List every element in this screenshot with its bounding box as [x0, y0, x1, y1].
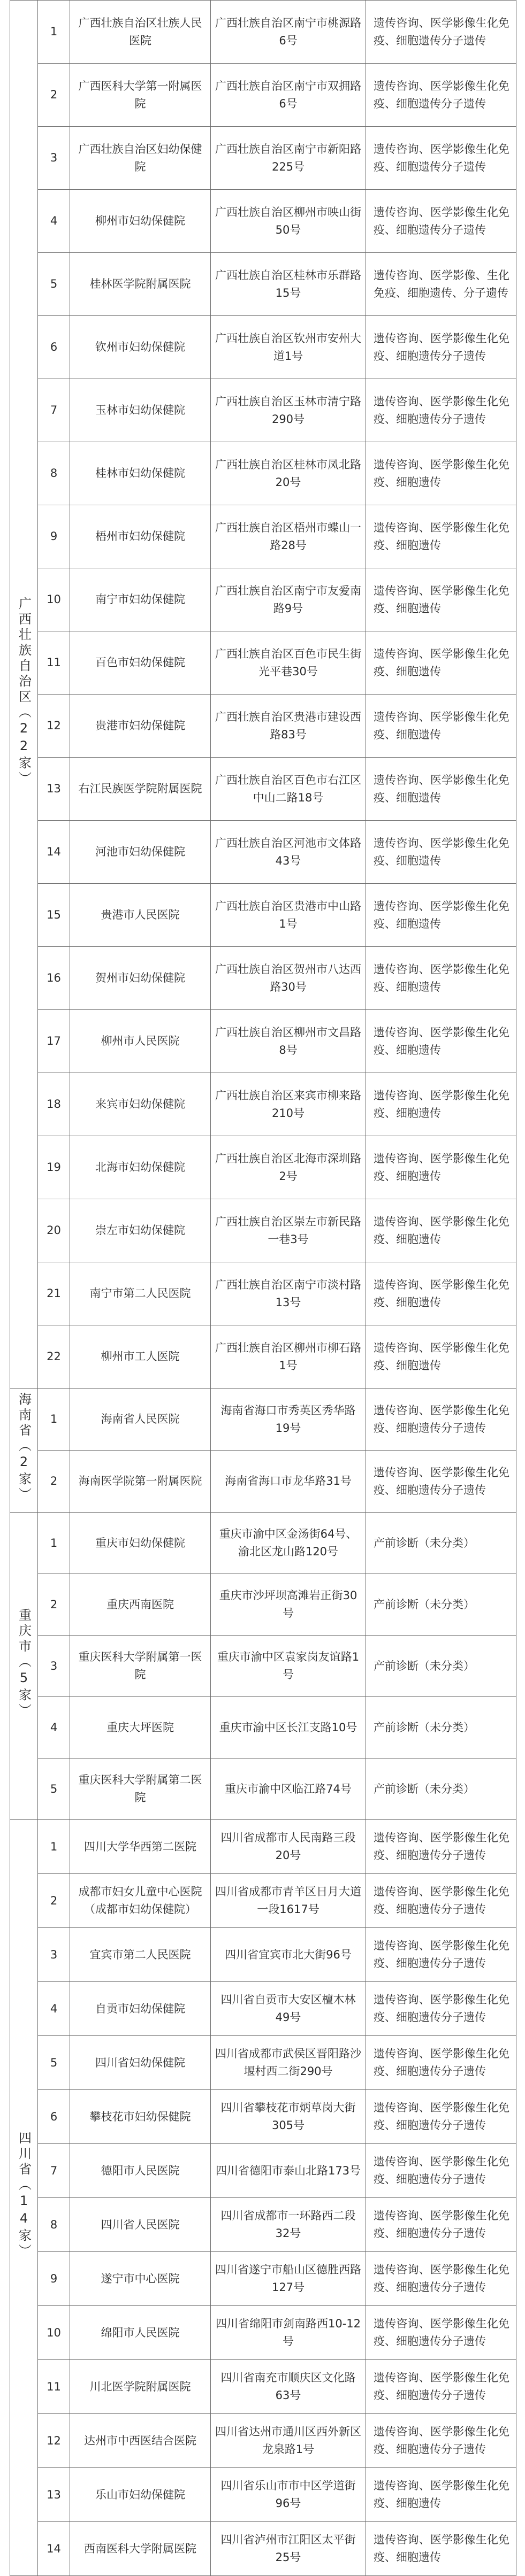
hospital-name: 柳州市妇幼保健院	[70, 190, 211, 253]
table-row	[10, 1010, 516, 1073]
hospital-name: 乐山市妇幼保健院	[70, 2468, 211, 2522]
hospital-address: 重庆市渝中区临江路74号	[211, 1759, 366, 1820]
table-row	[10, 1874, 516, 1928]
row-number: 3	[38, 1636, 70, 1697]
row-number: 7	[38, 379, 70, 442]
table-row	[10, 1325, 516, 1389]
region-cell	[10, 1513, 38, 1820]
hospital-address: 四川省成都市一环路西二段32号	[211, 2198, 366, 2252]
service-scope: 遗传咨询、医学影像生化免疫、细胞遗传分子遗传	[366, 1, 516, 64]
service-scope: 遗传咨询、医学影像生化免疫、细胞遗传	[366, 1073, 516, 1136]
hospital-name: 达州市中西医结合医院	[70, 2414, 211, 2468]
table-row	[10, 2036, 516, 2090]
service-scope: 遗传咨询、医学影像生化免疫、细胞遗传	[366, 1010, 516, 1073]
region-label: 四川省（14家）	[16, 2131, 32, 2259]
table-row	[10, 1928, 516, 1982]
hospital-name: 遂宁市中心医院	[70, 2252, 211, 2306]
row-number: 13	[38, 758, 70, 821]
hospital-address: 四川省攀枝花市炳草岗大街305号	[211, 2090, 366, 2144]
table-row	[10, 1389, 516, 1451]
table-row	[10, 568, 516, 631]
hospital-name: 四川大学华西第二医院	[70, 1820, 211, 1874]
row-number: 17	[38, 1010, 70, 1073]
table-row	[10, 1636, 516, 1697]
service-scope: 遗传咨询、医学影像生化免疫、细胞遗传	[366, 568, 516, 631]
hospital-name: 海南医学院第一附属医院	[70, 1451, 211, 1513]
table-row	[10, 1136, 516, 1199]
row-number: 10	[38, 568, 70, 631]
hospital-address: 广西壮族自治区钦州市安州大道1号	[211, 316, 366, 379]
row-number: 9	[38, 505, 70, 568]
table-row	[10, 442, 516, 505]
hospital-address: 广西壮族自治区柳州市柳石路1号	[211, 1325, 366, 1389]
hospital-name: 崇左市妇幼保健院	[70, 1199, 211, 1262]
table-row	[10, 2360, 516, 2414]
row-number: 3	[38, 127, 70, 190]
hospital-address: 广西壮族自治区梧州市蝶山一路28号	[211, 505, 366, 568]
table-row	[10, 127, 516, 190]
table-row	[10, 1199, 516, 1262]
table-row	[10, 316, 516, 379]
region-label: 海南省（2家）	[16, 1392, 32, 1503]
hospital-name: 右江民族医学院附属医院	[70, 758, 211, 821]
row-number: 1	[38, 1820, 70, 1874]
service-scope: 产前诊断（未分类）	[366, 1697, 516, 1759]
service-scope: 遗传咨询、医学影像生化免疫、细胞遗传分子遗传	[366, 1451, 516, 1513]
service-scope: 遗传咨询、医学影像、生化免疫、细胞遗传、分子遗传	[366, 253, 516, 316]
hospital-name: 广西壮族自治区妇幼保健院	[70, 127, 211, 190]
hospital-name: 重庆市妇幼保健院	[70, 1513, 211, 1574]
region-label: 重庆市（5家）	[16, 1608, 32, 1719]
hospital-address: 四川省成都市青羊区日月大道一段1617号	[211, 1874, 366, 1928]
hospital-address: 四川省成都市人民南路三段20号	[211, 1820, 366, 1874]
hospital-address: 广西壮族自治区北海市深圳路2号	[211, 1136, 366, 1199]
service-scope: 产前诊断（未分类）	[366, 1636, 516, 1697]
service-scope: 遗传咨询、医学影像生化免疫、细胞遗传	[366, 1199, 516, 1262]
service-scope: 遗传咨询、医学影像生化免疫、细胞遗传	[366, 505, 516, 568]
hospital-address: 广西壮族自治区贵港市建设西路83号	[211, 695, 366, 758]
service-scope: 遗传咨询、医学影像生化免疫、细胞遗传	[366, 695, 516, 758]
hospital-address: 广西壮族自治区南宁市淡村路13号	[211, 1262, 366, 1325]
table-row	[10, 379, 516, 442]
hospital-name: 玉林市妇幼保健院	[70, 379, 211, 442]
hospital-address: 广西壮族自治区贺州市八达西路30号	[211, 947, 366, 1010]
service-scope: 遗传咨询、医学影像生化免疫、细胞遗传分子遗传	[366, 2360, 516, 2414]
hospital-name: 重庆大坪医院	[70, 1697, 211, 1759]
hospital-name: 百色市妇幼保健院	[70, 631, 211, 695]
row-number: 2	[38, 1451, 70, 1513]
hospital-name: 德阳市人民医院	[70, 2144, 211, 2198]
service-scope: 遗传咨询、医学影像生化免疫、细胞遗传	[366, 758, 516, 821]
row-number: 4	[38, 1697, 70, 1759]
table-row	[10, 2468, 516, 2522]
hospital-name: 重庆西南医院	[70, 1574, 211, 1636]
hospital-name: 南宁市妇幼保健院	[70, 568, 211, 631]
service-scope: 遗传咨询、医学影像生化免疫、细胞遗传	[366, 631, 516, 695]
service-scope: 遗传咨询、医学影像生化免疫、细胞遗传分子遗传	[366, 2252, 516, 2306]
table-row	[10, 1451, 516, 1513]
row-number: 12	[38, 695, 70, 758]
service-scope: 遗传咨询、医学影像生化免疫、细胞遗传	[366, 2522, 516, 2576]
table-row	[10, 1073, 516, 1136]
table-row	[10, 695, 516, 758]
table-row	[10, 2252, 516, 2306]
hospital-name: 柳州市工人医院	[70, 1325, 211, 1389]
service-scope: 遗传咨询、医学影像生化免疫、细胞遗传分子遗传	[366, 1928, 516, 1982]
service-scope: 遗传咨询、医学影像生化免疫、细胞遗传	[366, 1136, 516, 1199]
row-number: 4	[38, 1982, 70, 2036]
hospital-address: 四川省成都市武侯区晋阳路沙堰村西二街290号	[211, 2036, 366, 2090]
row-number: 6	[38, 2090, 70, 2144]
hospital-name: 南宁市第二人民医院	[70, 1262, 211, 1325]
row-number: 1	[38, 1, 70, 64]
hospital-address: 广西壮族自治区贵港市中山路1号	[211, 884, 366, 947]
table-row	[10, 1574, 516, 1636]
row-number: 5	[38, 2036, 70, 2090]
row-number: 2	[38, 1874, 70, 1928]
hospital-address: 广西壮族自治区柳州市文昌路8号	[211, 1010, 366, 1073]
region-label: 广西壮族自治区（22家）	[16, 596, 32, 787]
region-cell	[10, 1820, 38, 2576]
row-number: 18	[38, 1073, 70, 1136]
row-number: 7	[38, 2144, 70, 2198]
table-row	[10, 2144, 516, 2198]
hospital-name: 桂林市妇幼保健院	[70, 442, 211, 505]
hospital-name: 川北医学院附属医院	[70, 2360, 211, 2414]
table-row	[10, 64, 516, 127]
hospital-address: 广西壮族自治区崇左市新民路一巷3号	[211, 1199, 366, 1262]
row-number: 4	[38, 190, 70, 253]
table-row	[10, 1513, 516, 1574]
hospital-name: 海南省人民医院	[70, 1389, 211, 1451]
service-scope: 遗传咨询、医学影像生化免疫、细胞遗传	[366, 947, 516, 1010]
row-number: 5	[38, 253, 70, 316]
hospital-name: 北海市妇幼保健院	[70, 1136, 211, 1199]
service-scope: 产前诊断（未分类）	[366, 1759, 516, 1820]
service-scope: 遗传咨询、医学影像生化免疫、细胞遗传分子遗传	[366, 316, 516, 379]
row-number: 14	[38, 821, 70, 884]
table-row	[10, 1982, 516, 2036]
service-scope: 遗传咨询、医学影像生化免疫、细胞遗传	[366, 884, 516, 947]
table-row	[10, 2414, 516, 2468]
hospital-name: 钦州市妇幼保健院	[70, 316, 211, 379]
service-scope: 遗传咨询、医学影像生化免疫、细胞遗传	[366, 1325, 516, 1389]
hospital-address: 广西壮族自治区桂林市乐群路15号	[211, 253, 366, 316]
hospital-address: 四川省泸州市江阳区太平街25号	[211, 2522, 366, 2576]
service-scope: 遗传咨询、医学影像生化免疫、细胞遗传分子遗传	[366, 2144, 516, 2198]
hospital-address: 广西壮族自治区百色市右江区中山二路18号	[211, 758, 366, 821]
hospital-name: 四川省妇幼保健院	[70, 2036, 211, 2090]
row-number: 1	[38, 1389, 70, 1451]
service-scope: 遗传咨询、医学影像生化免疫、细胞遗传分子遗传	[366, 64, 516, 127]
service-scope: 遗传咨询、医学影像生化免疫、细胞遗传	[366, 442, 516, 505]
hospital-address: 海南省海口市秀英区秀华路19号	[211, 1389, 366, 1451]
row-number: 2	[38, 64, 70, 127]
table-row	[10, 2306, 516, 2360]
hospital-address: 广西壮族自治区南宁市新阳路225号	[211, 127, 366, 190]
table-row	[10, 1262, 516, 1325]
hospital-name: 桂林医学院附属医院	[70, 253, 211, 316]
hospital-name: 重庆医科大学附属第一医院	[70, 1636, 211, 1697]
row-number: 12	[38, 2414, 70, 2468]
hospital-name: 西南医科大学附属医院	[70, 2522, 211, 2576]
table-row	[10, 1759, 516, 1820]
hospital-name: 广西医科大学第一附属医院	[70, 64, 211, 127]
table-row	[10, 1, 516, 64]
hospital-name: 重庆医科大学附属第二医院	[70, 1759, 211, 1820]
hospital-address: 重庆市渝中区袁家岗友谊路1号	[211, 1636, 366, 1697]
service-scope: 遗传咨询、医学影像生化免疫、细胞遗传分子遗传	[366, 190, 516, 253]
service-scope: 遗传咨询、医学影像生化免疫、细胞遗传	[366, 2468, 516, 2522]
hospital-name: 贵港市妇幼保健院	[70, 695, 211, 758]
service-scope: 产前诊断（未分类）	[366, 1513, 516, 1574]
hospital-address: 四川省自贡市大安区檀木林49号	[211, 1982, 366, 2036]
hospital-name: 成都市妇女儿童中心医院（成都市妇幼保健院）	[70, 1874, 211, 1928]
row-number: 19	[38, 1136, 70, 1199]
service-scope: 遗传咨询、医学影像生化免疫、细胞遗传分子遗传	[366, 379, 516, 442]
hospital-name: 来宾市妇幼保健院	[70, 1073, 211, 1136]
service-scope: 遗传咨询、医学影像生化免疫、细胞遗传分子遗传	[366, 2090, 516, 2144]
hospital-address: 四川省遂宁市船山区德胜西路127号	[211, 2252, 366, 2306]
service-scope: 遗传咨询、医学影像生化免疫、细胞遗传分子遗传	[366, 2036, 516, 2090]
table-row	[10, 253, 516, 316]
hospital-address: 四川省乐山市市中区学道街96号	[211, 2468, 366, 2522]
row-number: 2	[38, 1574, 70, 1636]
table-row	[10, 821, 516, 884]
hospital-name: 四川省人民医院	[70, 2198, 211, 2252]
service-scope: 遗传咨询、医学影像生化免疫、细胞遗传分子遗传	[366, 2306, 516, 2360]
row-number: 21	[38, 1262, 70, 1325]
table-row	[10, 1697, 516, 1759]
table-row	[10, 758, 516, 821]
hospital-name: 梧州市妇幼保健院	[70, 505, 211, 568]
row-number: 13	[38, 2468, 70, 2522]
hospital-name: 贺州市妇幼保健院	[70, 947, 211, 1010]
row-number: 15	[38, 884, 70, 947]
region-cell	[10, 1, 38, 1389]
hospital-address: 广西壮族自治区来宾市柳来路210号	[211, 1073, 366, 1136]
hospital-list-body	[10, 1, 516, 2576]
hospital-address: 四川省南充市顺庆区文化路63号	[211, 2360, 366, 2414]
hospital-address: 广西壮族自治区南宁市友爱南路9号	[211, 568, 366, 631]
table-row	[10, 505, 516, 568]
table-row	[10, 631, 516, 695]
hospital-name: 贵港市人民医院	[70, 884, 211, 947]
row-number: 3	[38, 1928, 70, 1982]
hospital-name: 河池市妇幼保健院	[70, 821, 211, 884]
hospital-list-table	[10, 0, 516, 2576]
row-number: 8	[38, 442, 70, 505]
service-scope: 遗传咨询、医学影像生化免疫、细胞遗传分子遗传	[366, 1820, 516, 1874]
row-number: 5	[38, 1759, 70, 1820]
hospital-address: 四川省德阳市泰山北路173号	[211, 2144, 366, 2198]
service-scope: 遗传咨询、医学影像生化免疫、细胞遗传分子遗传	[366, 2414, 516, 2468]
hospital-address: 四川省宜宾市北大街96号	[211, 1928, 366, 1982]
hospital-address: 重庆市渝中区长江支路10号	[211, 1697, 366, 1759]
hospital-address: 广西壮族自治区百色市民生街光平巷30号	[211, 631, 366, 695]
table-row	[10, 1820, 516, 1874]
row-number: 11	[38, 2360, 70, 2414]
hospital-address: 重庆市渝中区金汤街64号、渝北区龙山路120号	[211, 1513, 366, 1574]
service-scope: 遗传咨询、医学影像生化免疫、细胞遗传	[366, 1262, 516, 1325]
table-row	[10, 884, 516, 947]
hospital-address: 广西壮族自治区南宁市双拥路6号	[211, 64, 366, 127]
hospital-address: 广西壮族自治区柳州市映山街50号	[211, 190, 366, 253]
hospital-address: 广西壮族自治区玉林市清宁路290号	[211, 379, 366, 442]
service-scope: 遗传咨询、医学影像生化免疫、细胞遗传分子遗传	[366, 1982, 516, 2036]
table-row	[10, 2198, 516, 2252]
table-row	[10, 2522, 516, 2576]
row-number: 8	[38, 2198, 70, 2252]
row-number: 20	[38, 1199, 70, 1262]
hospital-address: 四川省绵阳市剑南路西10-12号	[211, 2306, 366, 2360]
row-number: 9	[38, 2252, 70, 2306]
hospital-name: 广西壮族自治区壮族人民医院	[70, 1, 211, 64]
row-number: 22	[38, 1325, 70, 1389]
service-scope: 遗传咨询、医学影像生化免疫、细胞遗传分子遗传	[366, 1389, 516, 1451]
row-number: 14	[38, 2522, 70, 2576]
row-number: 6	[38, 316, 70, 379]
hospital-address: 重庆市沙坪坝高滩岩正街30号	[211, 1574, 366, 1636]
table-row	[10, 947, 516, 1010]
hospital-name: 柳州市人民医院	[70, 1010, 211, 1073]
service-scope: 遗传咨询、医学影像生化免疫、细胞遗传分子遗传	[366, 1874, 516, 1928]
hospital-address: 广西壮族自治区南宁市桃源路6号	[211, 1, 366, 64]
row-number: 1	[38, 1513, 70, 1574]
hospital-name: 宜宾市第二人民医院	[70, 1928, 211, 1982]
service-scope: 产前诊断（未分类）	[366, 1574, 516, 1636]
row-number: 16	[38, 947, 70, 1010]
hospital-name: 绵阳市人民医院	[70, 2306, 211, 2360]
table-row	[10, 2090, 516, 2144]
hospital-address: 四川省达州市通川区西外新区龙泉路1号	[211, 2414, 366, 2468]
row-number: 10	[38, 2306, 70, 2360]
table-row	[10, 190, 516, 253]
service-scope: 遗传咨询、医学影像生化免疫、细胞遗传分子遗传	[366, 2198, 516, 2252]
hospital-name: 自贡市妇幼保健院	[70, 1982, 211, 2036]
service-scope: 遗传咨询、医学影像生化免疫、细胞遗传分子遗传	[366, 127, 516, 190]
hospital-address: 广西壮族自治区桂林市凤北路20号	[211, 442, 366, 505]
hospital-name: 攀枝花市妇幼保健院	[70, 2090, 211, 2144]
hospital-address: 海南省海口市龙华路31号	[211, 1451, 366, 1513]
row-number: 11	[38, 631, 70, 695]
region-cell	[10, 1389, 38, 1513]
service-scope: 遗传咨询、医学影像生化免疫、细胞遗传	[366, 821, 516, 884]
hospital-address: 广西壮族自治区河池市文体路43号	[211, 821, 366, 884]
